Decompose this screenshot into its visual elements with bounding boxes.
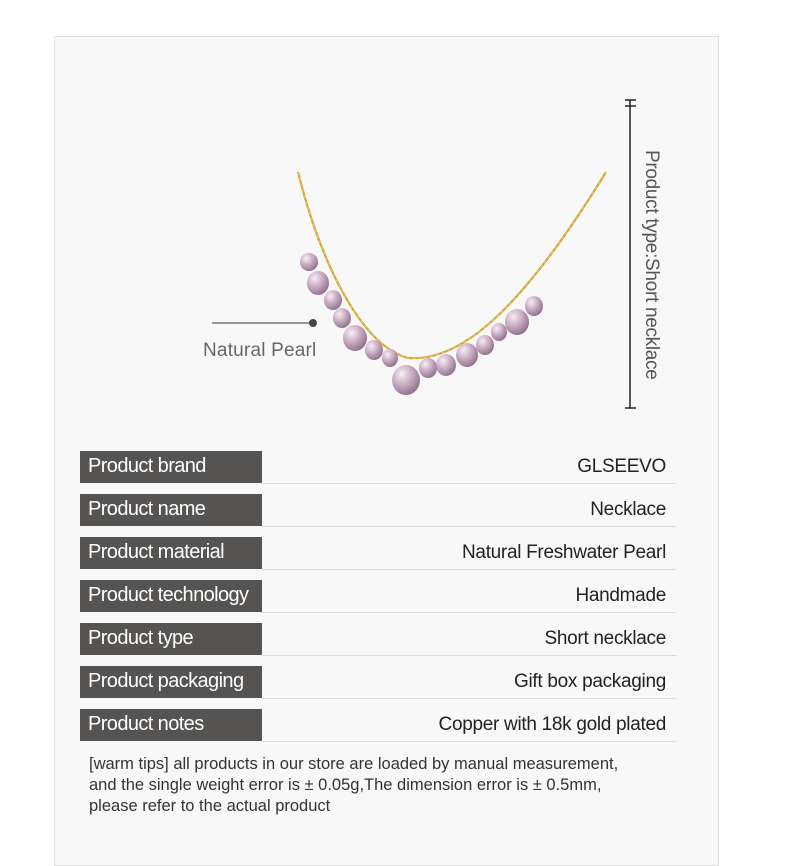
spec-label: Product notes bbox=[80, 709, 262, 741]
spec-table bbox=[80, 450, 676, 751]
spec-row-brand bbox=[80, 450, 676, 493]
spec-row-name bbox=[80, 493, 676, 536]
note-line: and the single weight error is ± 0.05g,The dimension error is ± 0.5mm, bbox=[89, 776, 602, 794]
spec-label: Product technology bbox=[80, 580, 262, 612]
row-divider bbox=[262, 741, 676, 742]
spec-value: Copper with 18k gold plated bbox=[438, 714, 666, 735]
spec-value: GLSEEVO bbox=[577, 456, 666, 477]
natural-pearl-label: Natural Pearl bbox=[203, 340, 317, 361]
length-bracket bbox=[625, 100, 636, 408]
spec-value: Handmade bbox=[575, 585, 666, 606]
spec-row-packaging bbox=[80, 665, 676, 708]
row-divider bbox=[262, 655, 676, 656]
row-divider bbox=[262, 526, 676, 527]
row-divider bbox=[262, 698, 676, 699]
spec-value: Natural Freshwater Pearl bbox=[462, 542, 666, 563]
spec-value: Short necklace bbox=[544, 628, 666, 649]
note-line: please refer to the actual product bbox=[89, 797, 331, 815]
spec-value: Gift box packaging bbox=[514, 671, 666, 692]
pearl-cluster bbox=[300, 253, 543, 395]
spec-label: Product material bbox=[80, 537, 262, 569]
spec-row-notes bbox=[80, 708, 676, 751]
pearl-callout-dot bbox=[309, 319, 317, 327]
spec-label: Product brand bbox=[80, 451, 262, 483]
product-type-label: Product type:Short necklace bbox=[641, 150, 662, 380]
spec-label: Product name bbox=[80, 494, 262, 526]
row-divider bbox=[262, 483, 676, 484]
necklace-chain bbox=[298, 172, 606, 358]
row-divider bbox=[262, 569, 676, 570]
spec-label: Product packaging bbox=[80, 666, 262, 698]
spec-row-type bbox=[80, 622, 676, 665]
note-line: [warm tips] all products in our store are loaded by manual measurement, bbox=[89, 755, 619, 773]
spec-label: Product type bbox=[80, 623, 262, 655]
warm-tips-note bbox=[89, 754, 689, 817]
row-divider bbox=[262, 612, 676, 613]
spec-row-technology bbox=[80, 579, 676, 622]
spec-value: Necklace bbox=[590, 499, 666, 520]
spec-row-material bbox=[80, 536, 676, 579]
